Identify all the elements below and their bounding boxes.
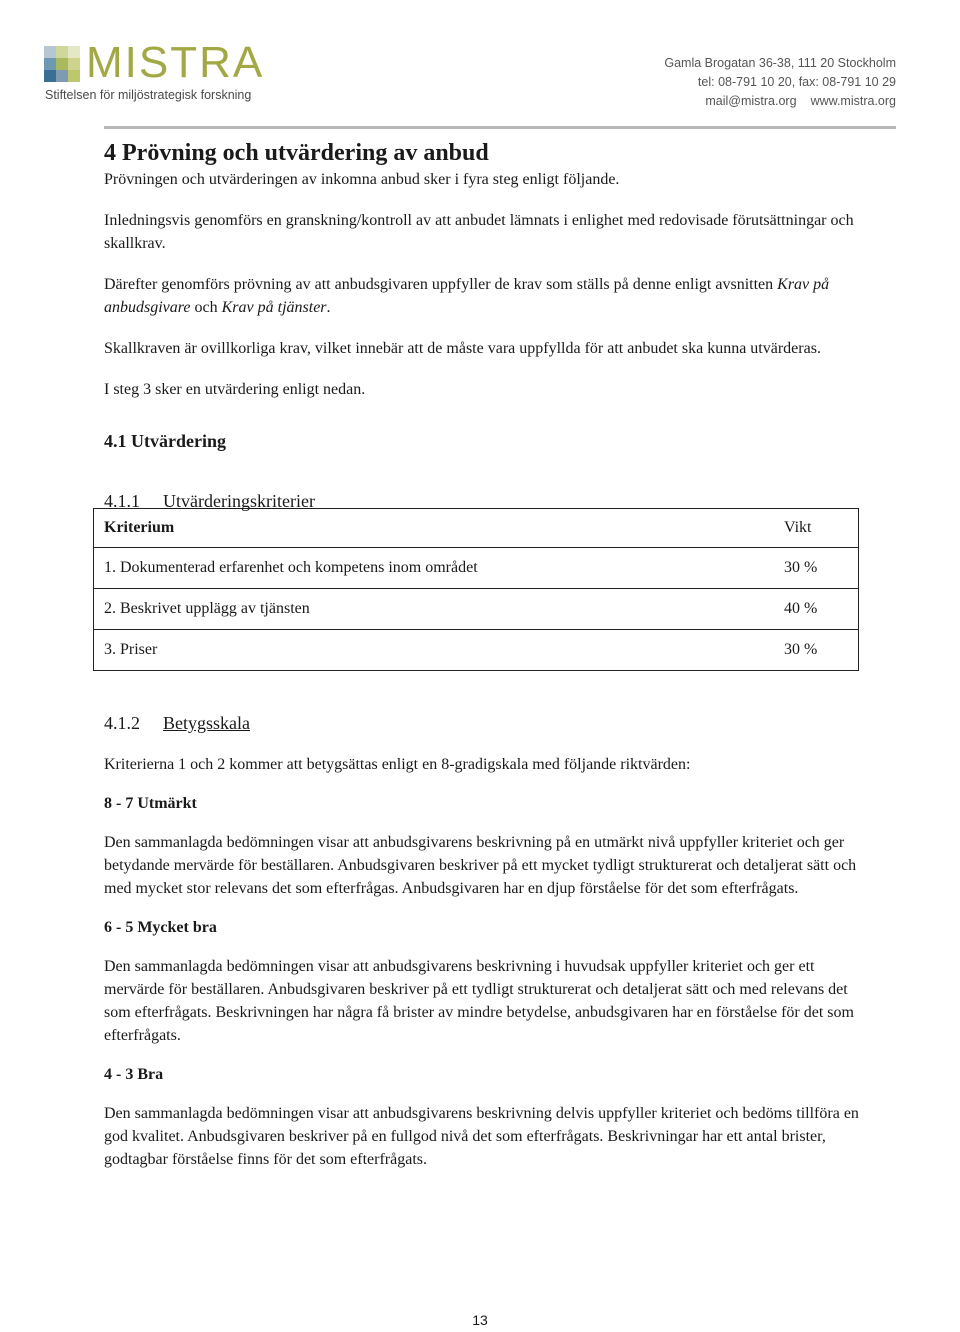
section-4-intro: Prövningen och utvärderingen av inkomna anbud sker i fyra steg enligt följande. — [104, 171, 620, 188]
table-row — [94, 589, 859, 630]
table-row — [94, 548, 859, 589]
criterion-weight: 30 % — [774, 548, 859, 589]
table-row — [94, 630, 859, 671]
ref-krav-tjanster: Krav på tjänster — [221, 299, 327, 316]
level-description: Den sammanlagda bedömningen visar att anbudsgivarens beskrivning på en utmärkt nivå uppfyller kriteriet och ger betydande mervärde för beställaren. Anbudsgivaren beskriver på ett mycket tydligt strukturerat och detaljerat sätt och med mycket stor relevans det som efterfrågas. Anbudsgivaren har en djup förståelse för det som efterfrågats. — [104, 834, 857, 897]
ref-krav-anbudsgivare: Krav på anbudsgivare — [104, 276, 830, 316]
paragraph-2 — [104, 273, 860, 319]
level-description: Den sammanlagda bedömningen visar att anbudsgivarens beskrivning i huvudsak uppfyller kriteriet och ger ett mervärde för beställaren. Anbudsgivaren beskriver på ett tydligt strukturerat och detaljerat sätt och med relevans det som efterfrågats. Beskrivningen har några få brister av mindre betydelse, anbudsgivaren har en förståelse för det som efterfrågats. — [104, 958, 854, 1044]
page-number: 13 — [472, 1312, 488, 1328]
criterion-weight: 30 % — [774, 630, 859, 671]
header-kriterium: Kriterium — [94, 509, 775, 548]
level-heading: 8 - 7 Utmärkt — [104, 795, 197, 812]
paragraph-2-mid: och — [190, 299, 222, 316]
paragraph-2-end: . — [326, 299, 331, 316]
criterion-name: 3. Priser — [94, 630, 775, 671]
paragraph-4: I steg 3 sker en utvärdering enligt nedan. — [104, 381, 366, 398]
section-title: Utvärderingskriterier — [163, 491, 315, 511]
logo-wordmark: MISTRA — [86, 38, 265, 87]
section-4-heading: 4 Prövning och utvärdering av anbud — [104, 140, 489, 166]
section-4-1-2-heading — [104, 711, 860, 735]
email-link[interactable]: mail@mistra.org — [705, 94, 797, 108]
paragraph-2-start: Därefter genomförs prövning av att anbudsgivaren uppfyller de krav som ställs på denne enligt avsnitten — [104, 276, 778, 293]
logo-tagline: Stiftelsen för miljöstrategisk forskning — [45, 88, 252, 102]
criterion-name: 1. Dokumenterad erfarenhet och kompetens inom området — [94, 548, 775, 589]
section-number: 4.1.1 — [104, 491, 140, 511]
level-heading: 4 - 3 Bra — [104, 1066, 164, 1083]
header-rule — [104, 126, 896, 129]
section-number: 4.1.2 — [104, 713, 140, 733]
phone-fax: tel: 08-791 10 20, fax: 08-791 10 29 — [697, 75, 896, 89]
address: Gamla Brogatan 36-38, 111 20 Stockholm — [664, 56, 896, 70]
section-4-1-heading: 4.1 Utvärdering — [104, 431, 226, 451]
level-heading: 6 - 5 Mycket bra — [104, 919, 217, 936]
email-web-line — [664, 92, 896, 111]
header-vikt: Vikt — [774, 509, 859, 548]
paragraph-3: Skallkraven är ovillkorliga krav, vilket innebär att de måste vara uppfyllda för att anbudet ska kunna utvärderas. — [104, 340, 821, 357]
table-header-row — [94, 509, 859, 548]
criteria-table — [93, 508, 859, 671]
criterion-weight: 40 % — [774, 589, 859, 630]
scale-intro: Kriterierna 1 och 2 kommer att betygsättas enligt en 8-gradigskala med följande riktvärden: — [104, 756, 691, 773]
section-title: Betygsskala — [163, 713, 250, 733]
contact-info — [664, 54, 896, 111]
paragraph-1: Inledningsvis genomförs en granskning/kontroll av att anbudet lämnats i enlighet med redovisade förutsättningar och skallkrav. — [104, 212, 854, 252]
website-link[interactable]: www.mistra.org — [810, 94, 896, 108]
document-body — [104, 138, 860, 1171]
level-description: Den sammanlagda bedömningen visar att anbudsgivarens beskrivning delvis uppfyller kriteriet och bedöms tillföra en god kvalitet. Anbudsgivaren beskriver på en fullgod nivå det som efterfrågats. Beskrivningar har ett antal brister, godtagbar förståelse finns för det som efterfrågats. — [104, 1105, 859, 1168]
logo-mark-icon — [44, 46, 80, 82]
criterion-name: 2. Beskrivet upplägg av tjänsten — [94, 589, 775, 630]
